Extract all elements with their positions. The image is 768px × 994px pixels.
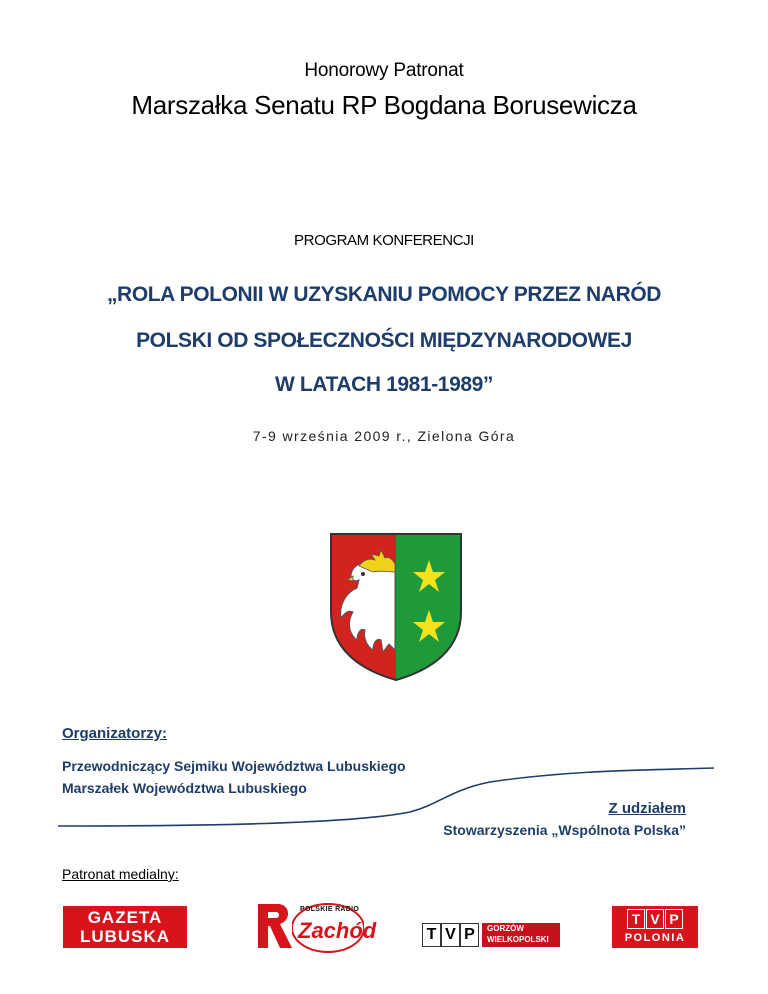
conference-title-line-1: „ROLA POLONII W UZYSKANIU POMOCY PRZEZ NARÓD bbox=[106, 283, 662, 306]
organizer-line: Marszałek Województwa Lubuskiego bbox=[62, 780, 307, 796]
gazeta-lubuska-logo-line-2: LUBUSKA bbox=[79, 927, 171, 946]
patron-label: Honorowy Patronat bbox=[304, 60, 464, 81]
program-label: PROGRAM KONFERENCJI bbox=[294, 232, 474, 249]
polskie-radio-label: POLSKIE RADIO bbox=[300, 906, 360, 913]
tvp-polonia-letter-p: P bbox=[665, 909, 683, 929]
tvp-gorzow-city: GORZÓW bbox=[487, 924, 524, 933]
conference-title-line-3: W LATACH 1981-1989” bbox=[274, 373, 494, 396]
tvp-polonia-letter-v: V bbox=[646, 909, 664, 929]
tvp-letter-v: V bbox=[441, 923, 460, 947]
gazeta-lubuska-logo-line-1: GAZETA bbox=[87, 908, 163, 927]
tvp-letter-t: T bbox=[422, 923, 441, 947]
tvp-gorzow-badge bbox=[482, 923, 560, 947]
organizer-line: Przewodniczący Sejmiku Województwa Lubuskiego bbox=[62, 758, 406, 774]
participation-org: Stowarzyszenia „Wspólnota Polska” bbox=[443, 822, 686, 838]
participation-title: Z udziałem bbox=[608, 800, 686, 817]
tvp-letter-p: P bbox=[460, 923, 479, 947]
tvp-polonia-label: POLONIA bbox=[624, 932, 686, 944]
polskie-radio-zachod-logo bbox=[252, 898, 377, 956]
organizers-title: Organizatorzy: bbox=[62, 725, 168, 742]
tvp-polonia-letter-t: T bbox=[627, 909, 645, 929]
zachod-label: Zachód bbox=[298, 918, 377, 943]
gazeta-lubuska-logo bbox=[63, 906, 187, 948]
tvp-polonia-logo bbox=[612, 906, 698, 948]
tvp-gorzow-region: WIELKOPOLSKI bbox=[487, 935, 549, 944]
patron-name: Marszałka Senatu RP Bogdana Borusewicza bbox=[131, 90, 637, 120]
radio-zachod-emblem-icon bbox=[252, 898, 296, 954]
media-patronage-title: Patronat medialny: bbox=[62, 866, 179, 882]
tvp-gorzow-logo bbox=[422, 923, 562, 947]
conference-title-line-2: POLSKI OD SPOŁECZNOŚCI MIĘDZYNARODOWEJ bbox=[136, 329, 632, 352]
date-place: 7-9 września 2009 r., Zielona Góra bbox=[252, 428, 516, 444]
lubuskie-coat-of-arms-icon bbox=[329, 532, 463, 682]
